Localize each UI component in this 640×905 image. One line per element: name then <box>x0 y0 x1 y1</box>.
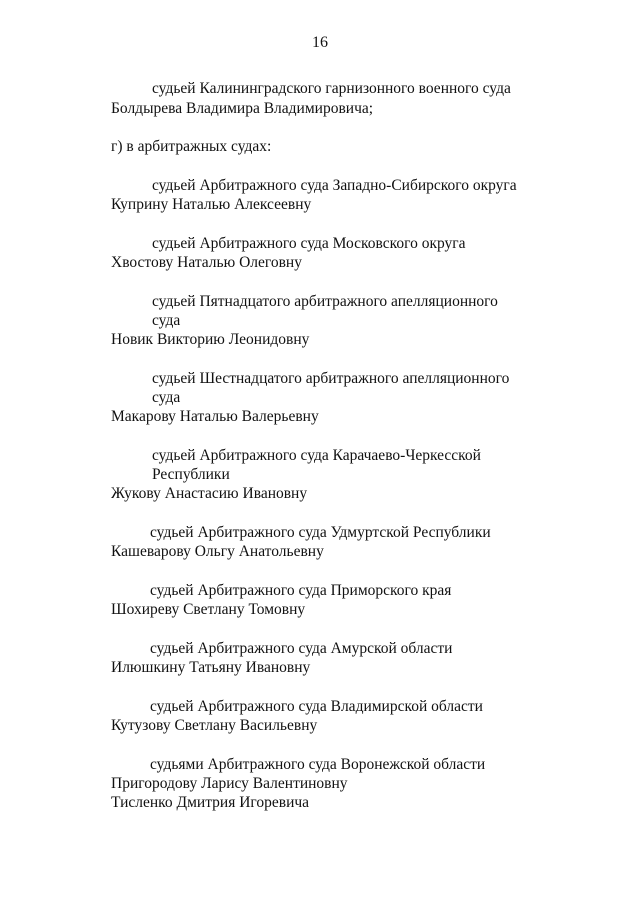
appointment-title-cont: Республики <box>152 466 230 483</box>
appointment-title: судьей Пятнадцатого арбитражного апелляционного <box>152 293 498 310</box>
section-label: г) в арбитражных судах: <box>111 138 272 155</box>
appointment-title-cont: суда <box>152 389 181 406</box>
appointment-person: Шохиреву Светлану Томовну <box>111 601 306 618</box>
appointment-title: судьей Арбитражного суда Амурской области <box>150 640 453 657</box>
appointment-person: Кашеварову Ольгу Анатольевну <box>111 543 324 560</box>
appointment-person: Кутузову Светлану Васильевну <box>111 717 318 734</box>
appointment-person: Новик Викторию Леонидовну <box>111 331 310 348</box>
appointment-person: Илюшкину Татьяну Ивановну <box>111 659 311 676</box>
page-number: 16 <box>312 34 328 51</box>
appointment-title: судьей Шестнадцатого арбитражного апелляционного <box>152 370 510 387</box>
appointment-person: Тисленко Дмитрия Игоревича <box>111 794 310 811</box>
appointment-person: Жукову Анастасию Ивановну <box>111 485 308 502</box>
appointment-person: Хвостову Наталью Олеговну <box>111 254 302 271</box>
appointment-person: Макарову Наталью Валерьевну <box>111 408 319 425</box>
appointment-person: Пригородову Ларису Валентиновну <box>111 775 348 792</box>
appointment-title: судьями Арбитражного суда Воронежской области <box>150 756 486 773</box>
appointment-title: судьей Арбитражного суда Приморского края <box>150 582 452 599</box>
appointment-person: Куприну Наталью Алексеевну <box>111 196 312 213</box>
appointment-title: судьей Арбитражного суда Владимирской области <box>150 698 483 715</box>
intro-title: судьей Калининградского гарнизонного военного суда <box>152 80 511 97</box>
appointment-title: судьей Арбитражного суда Карачаево-Черкесской <box>152 447 481 464</box>
appointment-title: судьей Арбитражного суда Московского округа <box>152 235 466 252</box>
intro-person: Болдырева Владимира Владимировича; <box>111 100 374 117</box>
appointment-title: судьей Арбитражного суда Удмуртской Республики <box>150 524 491 541</box>
appointment-title: судьей Арбитражного суда Западно-Сибирского округа <box>152 177 517 194</box>
appointment-title-cont: суда <box>152 312 181 329</box>
